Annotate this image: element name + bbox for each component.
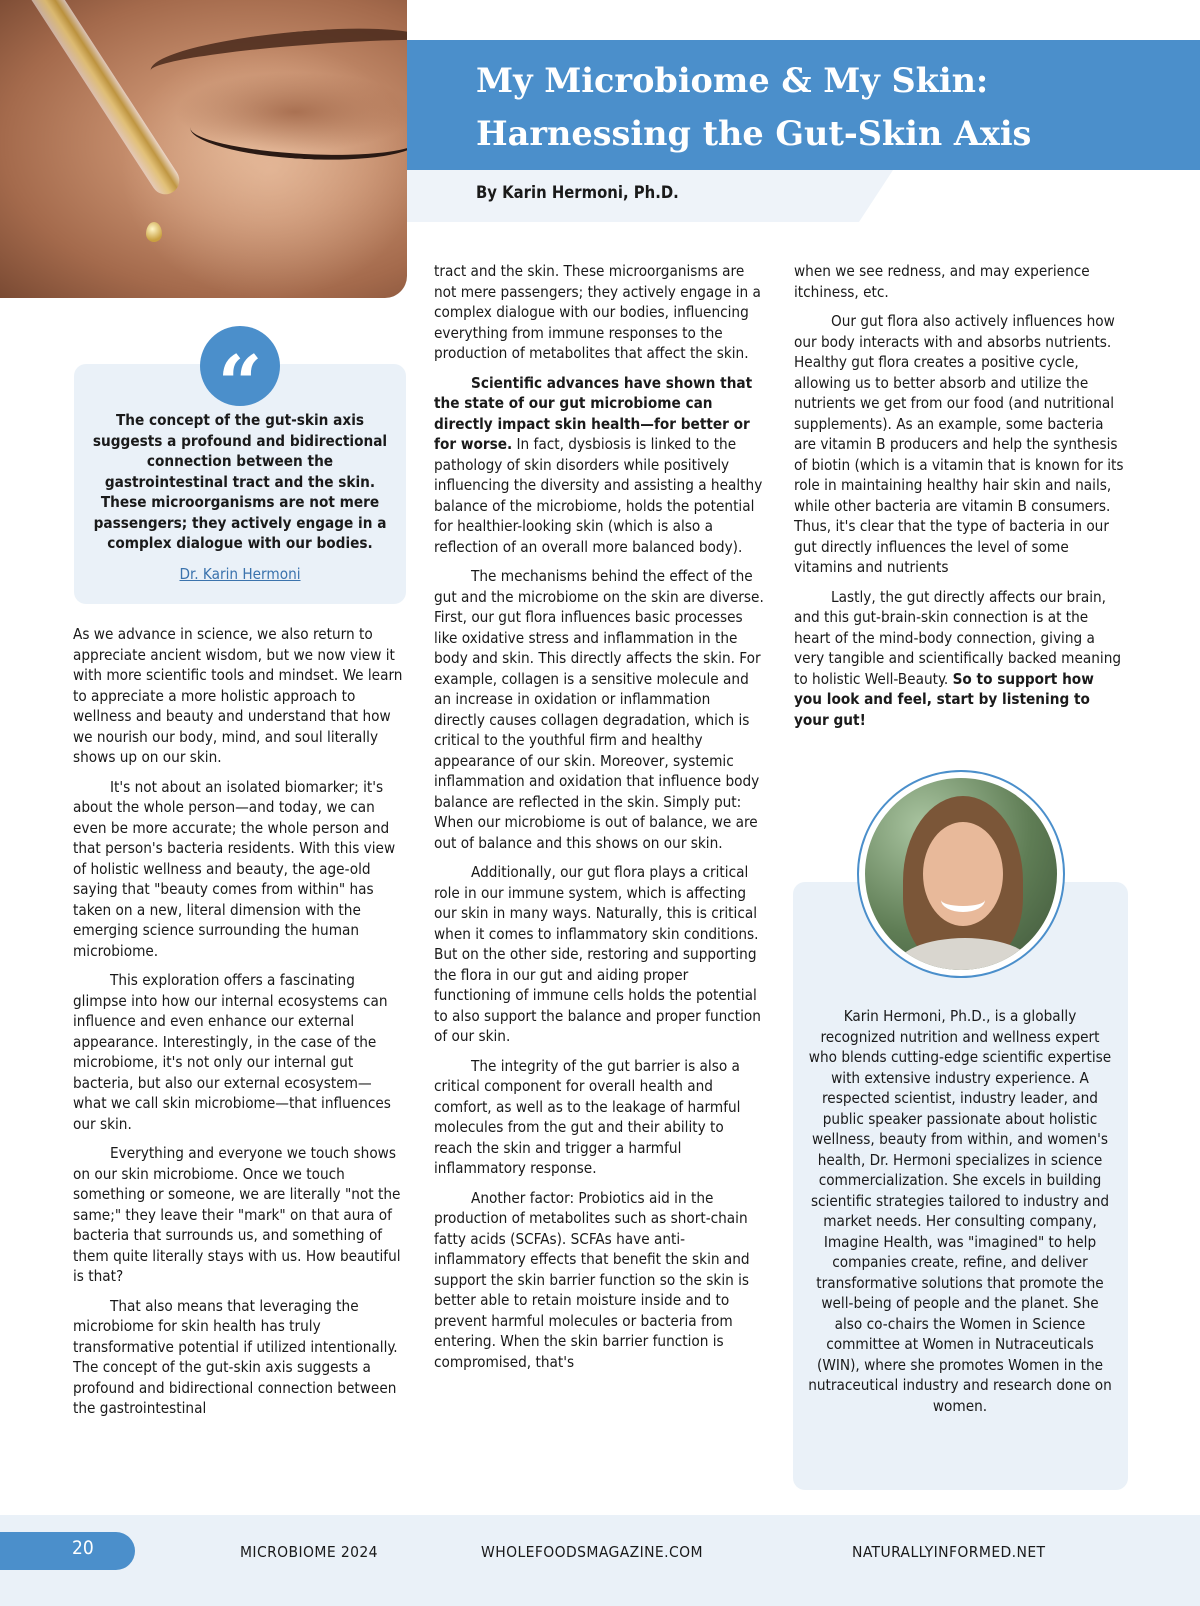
- byline: By Karin Hermoni, Ph.D.: [476, 183, 679, 202]
- paragraph: The mechanisms behind the effect of the gut and the microbiome on the skin are diverse. First, our gut flora influences basic processes like oxidative stress and inflammation in the body and skin. This directly affects the skin. For example, collagen is a sensitive molecule and an increase in oxidation or inflammation directly causes collagen degradation, which is critical to the youthful firm and healthy appearance of our skin. Moreover, systemic inflammation and oxidation that influence body balance are reflected in the skin. Simply put: When our microbiome is out of balance, we are out of balance and this shows on our skin.: [434, 567, 764, 852]
- footer-issue: MICROBIOME 2024: [240, 1543, 378, 1561]
- column-3: [794, 261, 1124, 739]
- pull-quote-text: The concept of the gut-skin axis suggests a profound and bidirectional connection between the gastrointestinal tract and the skin. These microorganisms are not mere passengers; they actively engage in a complex dialogue with our bodies.: [92, 411, 388, 552]
- footer-website-link[interactable]: NATURALLYINFORMED.NET: [852, 1543, 1046, 1561]
- paragraph: Our gut flora also actively influences how our body interacts with and absorbs nutrients. Healthy gut flora creates a positive cycle, allowing us to better absorb and utilize the nutrients we get from our food (and nutritional supplements). As an example, some bacteria are vitamin B producers and help the synthesis of biotin (which is a vitamin that is known for its role in maintaining healthy hair skin and nails, while other bacteria are vitamin B consumers. Thus, it's clear that the type of bacteria in our gut directly influences the level of some vitamins and nutrients: [794, 312, 1124, 576]
- quote-icon: “: [200, 326, 280, 406]
- paragraph: That also means that leveraging the microbiome for skin health has truly transformative potential if utilized intentionally. The concept of the gut-skin axis suggests a profound and bidirectional connection between the gastrointestinal: [73, 1296, 398, 1417]
- paragraph: Everything and everyone we touch shows on our skin microbiome. Once we touch something or someone, we are literally "not the same;" they leave their "mark" on that aura of bacteria that surrounds us, and something of them quite literally stays with us. How beautiful is that?: [73, 1144, 401, 1285]
- paragraph-text: In fact, dysbiosis is linked to the pathology of skin disorders while positively influencing the diversity and assisting a healthy balance of the microbiome, holds the potential for healthier-looking skin (which is also a reflection of an overall more balanced body).: [434, 435, 763, 556]
- paragraph: It's not about an isolated biomarker; it's about the whole person—and today, we can even be more accurate; the whole person and that person's bacteria residents. With this view of holistic wellness and beauty, the age-old saying that "beauty comes from within" has taken on a new, literal dimension with the emerging science surrounding the human microbiome.: [73, 777, 396, 960]
- footer-website-link[interactable]: WHOLEFOODSMAGAZINE.COM: [481, 1543, 703, 1561]
- paragraph-text: Lastly, the gut directly affects our brain, and this gut-brain-skin connection is at the heart of the mind-body connection, giving a very tangible and scientifically backed meaning to holistic Well-Beauty.: [794, 587, 1122, 688]
- page-number-badge: [0, 1532, 135, 1570]
- column-1: [73, 624, 403, 1428]
- page-number: 20: [72, 1537, 94, 1559]
- paragraph: tract and the skin. These microorganisms are not mere passengers; they actively engage in a complex dialogue with our bodies, influencing everything from immune responses to the production of metabolites that affect the skin.: [434, 262, 761, 362]
- author-bio-text: Karin Hermoni, Ph.D., is a globally recognized nutrition and wellness expert who blends cutting-edge scientific expertise with extensive industry experience. A respected scientist, industry leader, and public speaker passionate about holistic wellness, beauty from within, and women's health, Dr. Hermoni specializes in science commercialization. She excels in building scientific strategies tailored to industry and market needs. Her consulting company, Imagine Health, was "imagined" to help companies create, refine, and deliver transformative solutions that promote the well-being of people and the planet. She also co-chairs the Women in Science committee at Women in Nutraceuticals (WIN), where she promotes Women in the nutraceutical industry and research done on women.: [808, 1007, 1112, 1415]
- paragraph: The integrity of the gut barrier is also a critical component for overall health and comfort, as well as to the leakage of harmful molecules from the gut and their ability to reach the skin and trigger a harmful inflammatory response.: [434, 1056, 741, 1177]
- paragraph: when we see redness, and may experience itchiness, etc.: [794, 262, 1090, 301]
- paragraph: Another factor: Probiotics aid in the production of metabolites such as short-chain fatty acids (SCFAs). SCFAs have anti-inflammatory effects that benefit the skin and support the skin barrier function so the skin is better able to retain moisture inside and to prevent harmful molecules or bacteria from entering. When the skin barrier function is compromised, that's: [434, 1188, 750, 1371]
- emphasis-text: So to support how you look and feel, start by listening to your gut!: [794, 669, 1094, 729]
- hero-photo: [0, 0, 407, 298]
- author-photo: [865, 778, 1057, 970]
- paragraph: This exploration offers a fascinating glimpse into how our internal ecosystems can influence and even enhance our external appearance. Interestingly, in the case of the microbiome, it's not only our internal gut bacteria, but also our external ecosystem—what we call skin microbiome—that influences our skin.: [73, 971, 391, 1133]
- column-2: [434, 261, 764, 1381]
- pull-quote-author-link[interactable]: Dr. Karin Hermoni: [179, 565, 301, 583]
- paragraph: [794, 587, 1124, 731]
- emphasis-text: Scientific advances have shown that the state of our gut microbiome can directly impact skin health—for better or for worse.: [434, 373, 753, 453]
- paragraph: [434, 373, 764, 558]
- paragraph: Additionally, our gut flora plays a critical role in our immune system, which is affecting our skin in many ways. Naturally, this is critical when it comes to inflammatory skin conditions. But on the other side, restoring and supporting the flora in our gut and aiding proper functioning of immune cells holds the potential to also support the balance and proper function of our skin.: [434, 863, 761, 1045]
- paragraph: As we advance in science, we also return to appreciate ancient wisdom, but we now view it with more scientific tools and mindset. We learn to appreciate a more holistic approach to wellness and beauty and understand that how we nourish our body, mind, and soul literally shows up on our skin.: [73, 625, 403, 766]
- article-title: My Microbiome & My Skin: Harnessing the Gut-Skin Axis: [476, 61, 1032, 153]
